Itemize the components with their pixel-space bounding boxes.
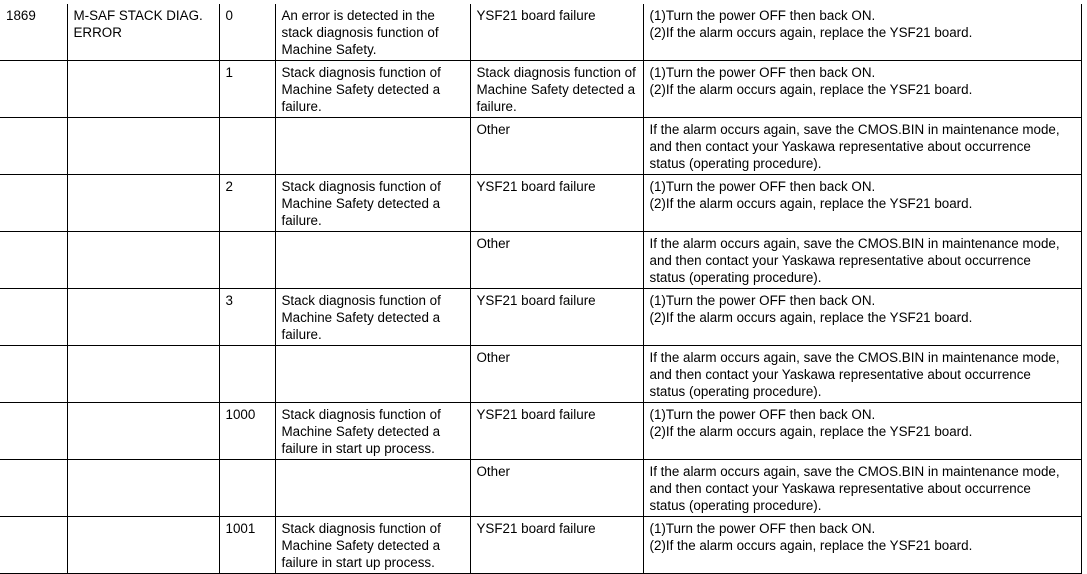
alarm-number-cell: [0, 175, 67, 232]
meaning-cell: [275, 403, 470, 460]
sub-code-cell: [219, 232, 275, 289]
table-row: [0, 175, 1081, 232]
meaning-cell: [275, 289, 470, 346]
remedy-cell: [643, 61, 1081, 118]
cause-text: Other: [476, 464, 510, 479]
cause-cell: [470, 289, 643, 346]
meaning-text: Stack diagnosis function of Machine Safety detected a failure in start up process.: [281, 521, 441, 570]
table-row: [0, 289, 1081, 346]
remedy-cell: [643, 118, 1081, 175]
sub-code-text: 0: [225, 8, 233, 23]
sub-code-text: 3: [225, 293, 233, 308]
meaning-cell: [275, 517, 470, 574]
meaning-cell: [275, 175, 470, 232]
cause-cell: [470, 4, 643, 61]
meaning-cell: [275, 118, 470, 175]
alarm-table-body: [0, 4, 1081, 574]
sub-code-text: 1001: [225, 521, 256, 536]
alarm-number-cell: [0, 403, 67, 460]
cause-text: YSF21 board failure: [476, 407, 596, 422]
remedy-text: (1)Turn the power OFF then back ON. (2)If the alarm occurs again, replace the YSF21 board.: [649, 8, 973, 40]
alarm-name: M-SAF STACK DIAG. ERROR: [73, 8, 203, 40]
sub-code-cell: [219, 4, 275, 61]
sub-code-cell: [219, 118, 275, 175]
sub-code-cell: [219, 175, 275, 232]
alarm-name-cell: [67, 346, 219, 403]
alarm-number-cell: [0, 346, 67, 403]
remedy-cell: [643, 403, 1081, 460]
remedy-text: (1)Turn the power OFF then back ON. (2)If the alarm occurs again, replace the YSF21 board.: [649, 407, 973, 439]
cause-cell: [470, 346, 643, 403]
sub-code-text: 1: [225, 65, 233, 80]
sub-code-cell: [219, 61, 275, 118]
sub-code-text: 1000: [225, 407, 256, 422]
sub-code-cell: [219, 346, 275, 403]
remedy-cell: [643, 460, 1081, 517]
sub-code-cell: [219, 403, 275, 460]
cause-text: Stack diagnosis function of Machine Safety detected a failure.: [476, 65, 636, 114]
meaning-text: An error is detected in the stack diagnosis function of Machine Safety.: [281, 8, 439, 57]
alarm-name-cell: [67, 4, 219, 61]
meaning-cell: [275, 460, 470, 517]
table-row: [0, 460, 1081, 517]
meaning-text: Stack diagnosis function of Machine Safety detected a failure.: [281, 65, 441, 114]
meaning-cell: [275, 61, 470, 118]
meaning-text: Stack diagnosis function of Machine Safety detected a failure.: [281, 293, 441, 342]
remedy-text: (1)Turn the power OFF then back ON. (2)If the alarm occurs again, replace the YSF21 board.: [649, 65, 973, 97]
alarm-name-cell: [67, 232, 219, 289]
cause-cell: [470, 460, 643, 517]
cause-cell: [470, 517, 643, 574]
alarm-number-cell: [0, 289, 67, 346]
alarm-name-cell: [67, 61, 219, 118]
cause-text: Other: [476, 122, 510, 137]
sub-code-text: 2: [225, 179, 233, 194]
alarm-name-cell: [67, 403, 219, 460]
cause-cell: [470, 118, 643, 175]
remedy-text: (1)Turn the power OFF then back ON. (2)If the alarm occurs again, replace the YSF21 board.: [649, 293, 973, 325]
alarm-number-cell: [0, 61, 67, 118]
cause-cell: [470, 403, 643, 460]
remedy-cell: [643, 289, 1081, 346]
table-row: [0, 403, 1081, 460]
remedy-cell: [643, 517, 1081, 574]
remedy-cell: [643, 346, 1081, 403]
table-row: [0, 517, 1081, 574]
cause-text: Other: [476, 236, 510, 251]
cause-text: YSF21 board failure: [476, 8, 596, 23]
alarm-name-cell: [67, 118, 219, 175]
remedy-text: If the alarm occurs again, save the CMOS.BIN in maintenance mode, and then contact your Yaskawa representative about occurrence status (operating procedure).: [649, 122, 1060, 171]
meaning-cell: [275, 4, 470, 61]
meaning-text: Stack diagnosis function of Machine Safety detected a failure.: [281, 179, 441, 228]
alarm-number-cell: [0, 118, 67, 175]
table-row: [0, 61, 1081, 118]
alarm-number-cell: [0, 460, 67, 517]
alarm-name-cell: [67, 289, 219, 346]
alarm-name-cell: [67, 517, 219, 574]
remedy-text: (1)Turn the power OFF then back ON. (2)If the alarm occurs again, replace the YSF21 board.: [649, 521, 973, 553]
alarm-table: [0, 4, 1082, 574]
remedy-cell: [643, 175, 1081, 232]
cause-text: Other: [476, 350, 510, 365]
alarm-number-cell: [0, 517, 67, 574]
sub-code-cell: [219, 460, 275, 517]
cause-text: YSF21 board failure: [476, 293, 596, 308]
cause-cell: [470, 61, 643, 118]
cause-cell: [470, 232, 643, 289]
meaning-text: Stack diagnosis function of Machine Safety detected a failure in start up process.: [281, 407, 441, 456]
sub-code-cell: [219, 289, 275, 346]
table-row: [0, 346, 1081, 403]
alarm-number-cell: [0, 4, 67, 61]
cause-text: YSF21 board failure: [476, 179, 596, 194]
remedy-text: If the alarm occurs again, save the CMOS.BIN in maintenance mode, and then contact your Yaskawa representative about occurrence status (operating procedure).: [649, 464, 1060, 513]
cause-cell: [470, 175, 643, 232]
meaning-cell: [275, 346, 470, 403]
alarm-name-cell: [67, 460, 219, 517]
remedy-text: If the alarm occurs again, save the CMOS.BIN in maintenance mode, and then contact your Yaskawa representative about occurrence status (operating procedure).: [649, 350, 1060, 399]
alarm-number: 1869: [6, 8, 36, 23]
sub-code-cell: [219, 517, 275, 574]
remedy-cell: [643, 232, 1081, 289]
table-row: [0, 232, 1081, 289]
cause-text: YSF21 board failure: [476, 521, 596, 536]
remedy-text: If the alarm occurs again, save the CMOS.BIN in maintenance mode, and then contact your Yaskawa representative about occurrence status (operating procedure).: [649, 236, 1060, 285]
table-row: [0, 4, 1081, 61]
remedy-text: (1)Turn the power OFF then back ON. (2)If the alarm occurs again, replace the YSF21 board.: [649, 179, 973, 211]
alarm-name-cell: [67, 175, 219, 232]
table-row: [0, 118, 1081, 175]
meaning-cell: [275, 232, 470, 289]
alarm-number-cell: [0, 232, 67, 289]
remedy-cell: [643, 4, 1081, 61]
